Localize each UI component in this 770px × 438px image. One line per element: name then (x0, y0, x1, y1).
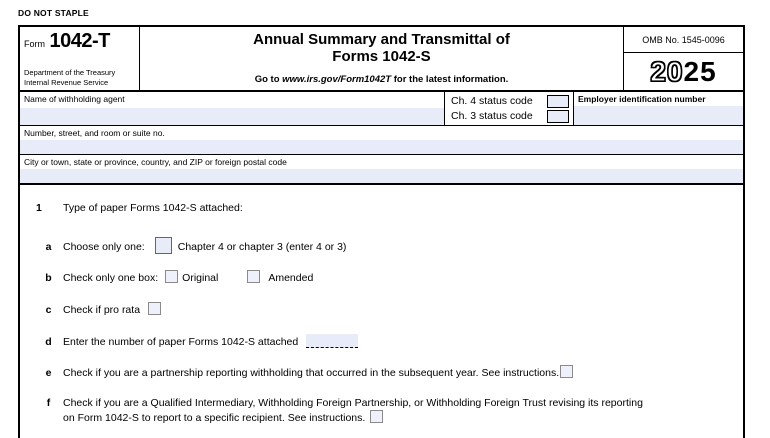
ch4-status-code-box[interactable] (547, 95, 569, 108)
street-row (18, 126, 745, 155)
omb-year-cell (623, 27, 743, 90)
chapter-entry-box[interactable] (155, 237, 172, 254)
original-checkbox[interactable] (165, 270, 178, 283)
goto-url[interactable]: www.irs.gov/Form1042T (282, 74, 392, 85)
city-label: City or town, state or province, country, and ZIP or foreign postal code (24, 157, 287, 167)
line-1 (34, 201, 243, 215)
line-1f-line1: Check if you are a Qualified Intermediary, Withholding Foreign Partnership, or Withholding Foreign Trust revising its reporting (63, 397, 643, 409)
form-body (18, 185, 745, 438)
line-1e-letter: e (45, 367, 52, 379)
line-1c (34, 302, 161, 317)
line-1d (34, 334, 358, 349)
ch3-status-label: Ch. 3 status code (451, 110, 533, 122)
agent-name-cell (20, 92, 444, 125)
line-1f-text (63, 396, 643, 425)
line-1b (34, 270, 313, 285)
line-1e (34, 365, 573, 380)
form-number: 1042-T (49, 30, 110, 52)
line-1a-letter: a (45, 241, 52, 253)
agency-line-2: Internal Revenue Service (24, 77, 109, 87)
original-label: Original (182, 272, 219, 284)
line-1-text: Type of paper Forms 1042-S attached: (63, 202, 243, 214)
street-field[interactable] (20, 140, 743, 154)
tax-year (624, 53, 743, 90)
amended-label: Amended (268, 272, 314, 284)
omb-number: OMB No. 1545-0096 (624, 27, 743, 53)
agent-name-label: Name of withholding agent (24, 94, 125, 104)
amended-checkbox[interactable] (247, 270, 260, 283)
goto-prefix: Go to (254, 74, 283, 85)
agency-line-1: Department of the Treasury (24, 68, 116, 77)
agent-name-row (18, 92, 745, 126)
form-title-line-2: Forms 1042-S (332, 48, 431, 65)
ch3-status-line (451, 109, 569, 123)
city-row (18, 155, 745, 185)
line-1d-letter: d (45, 336, 52, 348)
line-1b-label: Check only one box: (63, 272, 159, 284)
form-title-cell (140, 27, 623, 90)
form-word: Form (24, 39, 45, 49)
status-code-cell (444, 92, 573, 125)
form-header (18, 25, 745, 92)
goto-suffix: for the latest information. (391, 74, 509, 85)
ein-label: Employer identification number (578, 94, 706, 104)
line-1a-label: Choose only one: (63, 241, 145, 253)
form-title-line-1: Annual Summary and Transmittal of (253, 31, 510, 48)
line-1b-letter: b (45, 272, 52, 284)
pro-rata-checkbox[interactable] (148, 302, 161, 315)
line-1f-letter: f (46, 397, 51, 409)
form-number-line (24, 30, 135, 53)
form-id-cell (20, 27, 140, 90)
ch3-status-code-box[interactable] (547, 110, 569, 123)
street-label: Number, street, and room or suite no. (24, 128, 165, 138)
ch4-status-line (451, 94, 569, 108)
partnership-subsequent-year-checkbox[interactable] (560, 365, 573, 378)
line-1f-line2-wrap (63, 410, 643, 425)
qi-revising-checkbox[interactable] (370, 410, 383, 423)
line-1-number: 1 (36, 202, 42, 214)
city-field[interactable] (20, 169, 743, 183)
ein-field[interactable] (574, 106, 743, 125)
line-1c-label: Check if pro rata (63, 304, 141, 316)
tax-year-solid-part: 25 (683, 55, 717, 87)
ch4-status-label: Ch. 4 status code (451, 95, 533, 107)
do-not-staple-note: DO NOT STAPLE (18, 8, 89, 18)
line-1a (34, 237, 346, 254)
goto-instruction (142, 74, 621, 85)
forms-attached-count-field[interactable] (306, 334, 358, 348)
line-1a-after: Chapter 4 or chapter 3 (enter 4 or 3) (177, 241, 347, 253)
tax-year-outline-part: 20 (650, 55, 684, 87)
ein-cell (573, 92, 743, 125)
line-1f (34, 396, 643, 425)
agency-block (24, 68, 135, 87)
form-title (142, 31, 621, 65)
line-1f-line2: on Form 1042-S to report to a specific recipient. See instructions. (63, 412, 366, 424)
line-1e-label: Check if you are a partnership reporting withholding that occurred in the subsequent year. See instructions. (63, 367, 560, 379)
line-1c-letter: c (45, 304, 52, 316)
line-1d-label: Enter the number of paper Forms 1042-S attached (63, 336, 299, 348)
agent-name-field[interactable] (20, 108, 444, 125)
